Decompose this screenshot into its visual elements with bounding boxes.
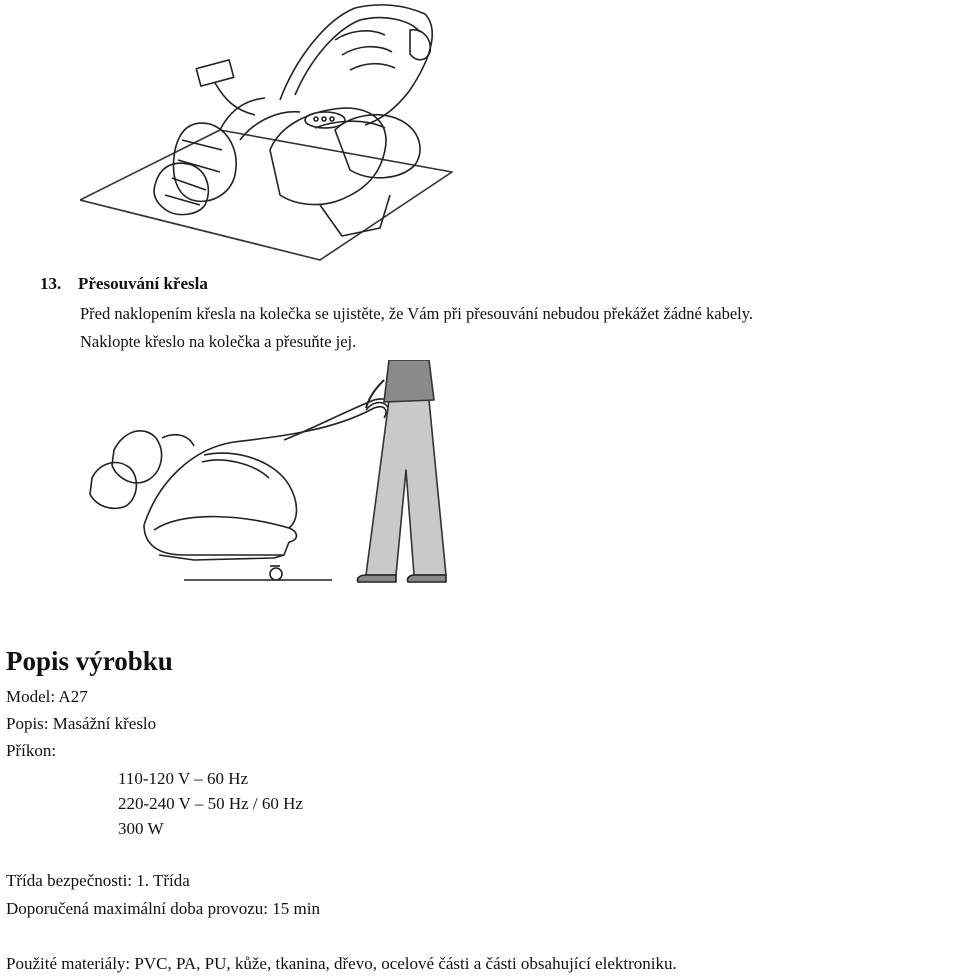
product-title: Popis výrobku (6, 646, 173, 676)
power-spec-1: 110-120 V – 60 Hz (118, 769, 249, 788)
description-line: Popis: Masážní křeslo (6, 714, 157, 733)
power-label: Příkon: (6, 741, 57, 760)
power-spec-3: 300 W (118, 819, 164, 838)
model-line: Model: A27 (6, 687, 88, 706)
massage-chair-illustration (80, 0, 460, 262)
max-operation-line: Doporučená maximální doba provozu: 15 min (6, 899, 320, 918)
section-number: 13. (40, 274, 62, 293)
tilting-chair-illustration (84, 360, 464, 586)
section-heading (40, 274, 208, 294)
section-paragraph-line-1: Před naklopením křesla na kolečka se ujistěte, že Vám při přesouvání nebudou překážet žádné kabely. (80, 304, 754, 323)
safety-class-line: Třída bezpečnosti: 1. Třída (6, 871, 190, 890)
materials-line: Použité materiály: PVC, PA, PU, kůže, tkanina, dřevo, ocelové části a části obsahující elektroniku. (6, 954, 677, 973)
section-paragraph-line-2: Naklopte křeslo na kolečka a přesuňte jej. (80, 332, 357, 351)
power-spec-2: 220-240 V – 50 Hz / 60 Hz (118, 794, 303, 813)
section-title: Přesouvání křesla (78, 274, 208, 293)
